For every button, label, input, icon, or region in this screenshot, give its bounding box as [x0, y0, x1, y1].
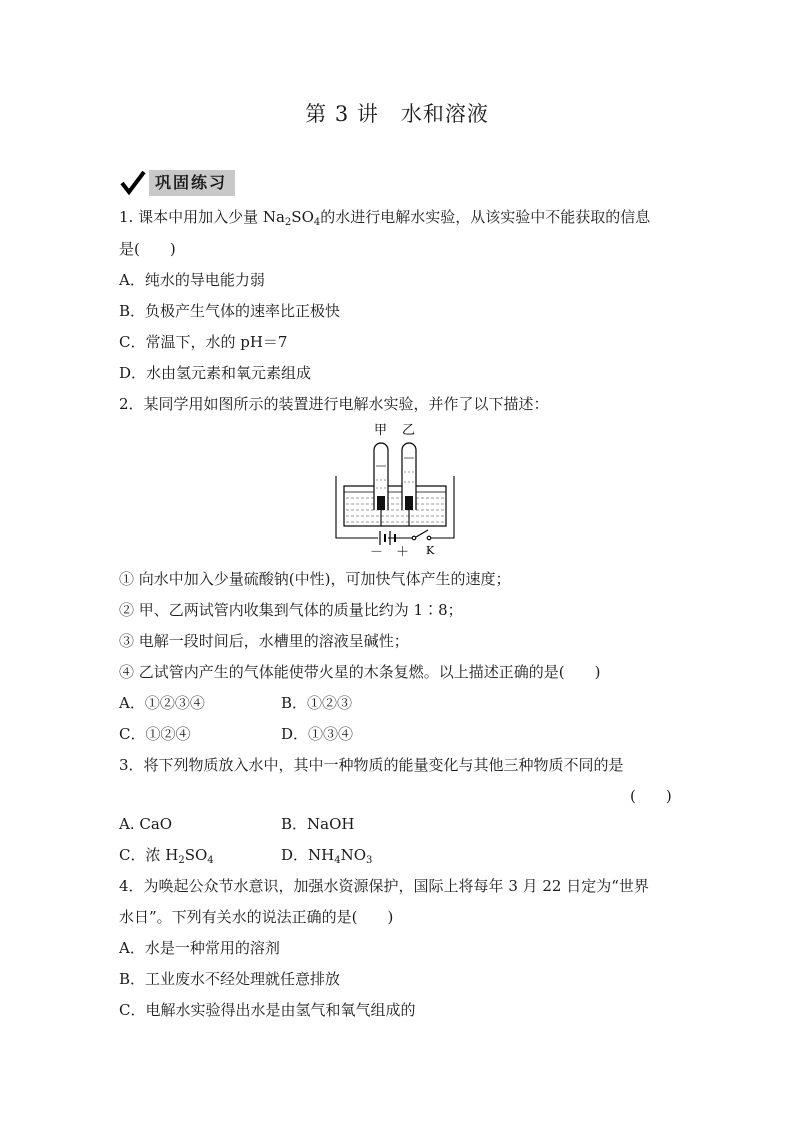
q4-option-c: C．电解水实验得出水是由氢气和氧气组成的 — [119, 1001, 416, 1019]
q3-option-d: D．$NH_4NO_3$ — [281, 846, 373, 866]
diagram-label-right: 乙 — [402, 423, 416, 438]
q2-statement-2: ② 甲、乙两试管内收集到气体的质量比约为 1∶8； — [119, 601, 463, 619]
q4-stem-line2: 水日”。下列有关水的说法正确的是( ) — [119, 908, 394, 926]
q3-option-c: C．浓 $H_2SO_4$ — [119, 846, 214, 866]
q2-option-d: D．①③④ — [281, 725, 354, 743]
q1-option-d: D．水由氢元素和氧元素组成 — [119, 364, 312, 382]
q4-stem-line1: 4．为唤起公众节水意识，加强水资源保护，国际上将每年 3 月 22 日定为“世界 — [119, 877, 649, 895]
q1-stem: 1. 课本中用加入少量 $Na_2SO_4$的水进行电解水实验，从该实验中不能获取的信息 — [119, 208, 651, 228]
water-tank — [344, 486, 446, 526]
q3-option-a: A. CaO — [119, 815, 173, 833]
q2-statement-4: ④ 乙试管内产生的气体能使带火星的木条复燃。以上描述正确的是( ) — [119, 663, 601, 681]
q1-option-a: A．纯水的导电能力弱 — [119, 271, 265, 289]
q2-option-a: A．①②③④ — [119, 694, 205, 712]
q1-option-c: C．常温下，水的 pH＝7 — [119, 333, 288, 351]
q2-option-c: C．①②④ — [119, 725, 191, 743]
diagram-label-left: 甲 — [374, 423, 388, 438]
checkmark-icon — [119, 170, 147, 196]
diagram-switch-label: K — [426, 544, 435, 557]
section-label: 巩固练习 — [149, 170, 235, 196]
test-tube-right — [402, 443, 416, 510]
q1-option-b: B．负极产生气体的速率比正极快 — [119, 302, 341, 320]
q1-stem-line2: 是( ) — [119, 240, 176, 258]
q2-stem: 2．某同学用如图所示的装置进行电解水实验，并作了以下描述： — [119, 395, 549, 413]
page-title: 第 3 讲 水和溶液 — [305, 102, 489, 126]
diagram-minus: － — [370, 545, 384, 560]
q2-option-b: B．①②③ — [281, 694, 353, 712]
electrolysis-diagram — [330, 420, 460, 560]
q2-statement-3: ③ 电解一段时间后，水槽里的溶液呈碱性； — [119, 632, 409, 650]
electrolysis-apparatus-figure — [330, 420, 460, 560]
test-tube-left — [374, 443, 388, 510]
section-header — [119, 170, 235, 196]
q3-answer-paren: ( ) — [630, 787, 672, 805]
q4-option-b: B．工业废水不经处理就任意排放 — [119, 970, 341, 988]
q2-statement-1: ① 向水中加入少量硫酸钠(中性)，可加快气体产生的速度； — [119, 570, 511, 588]
diagram-plus: ＋ — [396, 545, 410, 560]
q4-option-a: A．水是一种常用的溶剂 — [119, 939, 280, 957]
q3-option-b: B．NaOH — [281, 815, 355, 833]
q3-stem: 3．将下列物质放入水中，其中一种物质的能量变化与其他三种物质不同的是 — [119, 756, 624, 774]
switch-icon — [412, 530, 431, 540]
